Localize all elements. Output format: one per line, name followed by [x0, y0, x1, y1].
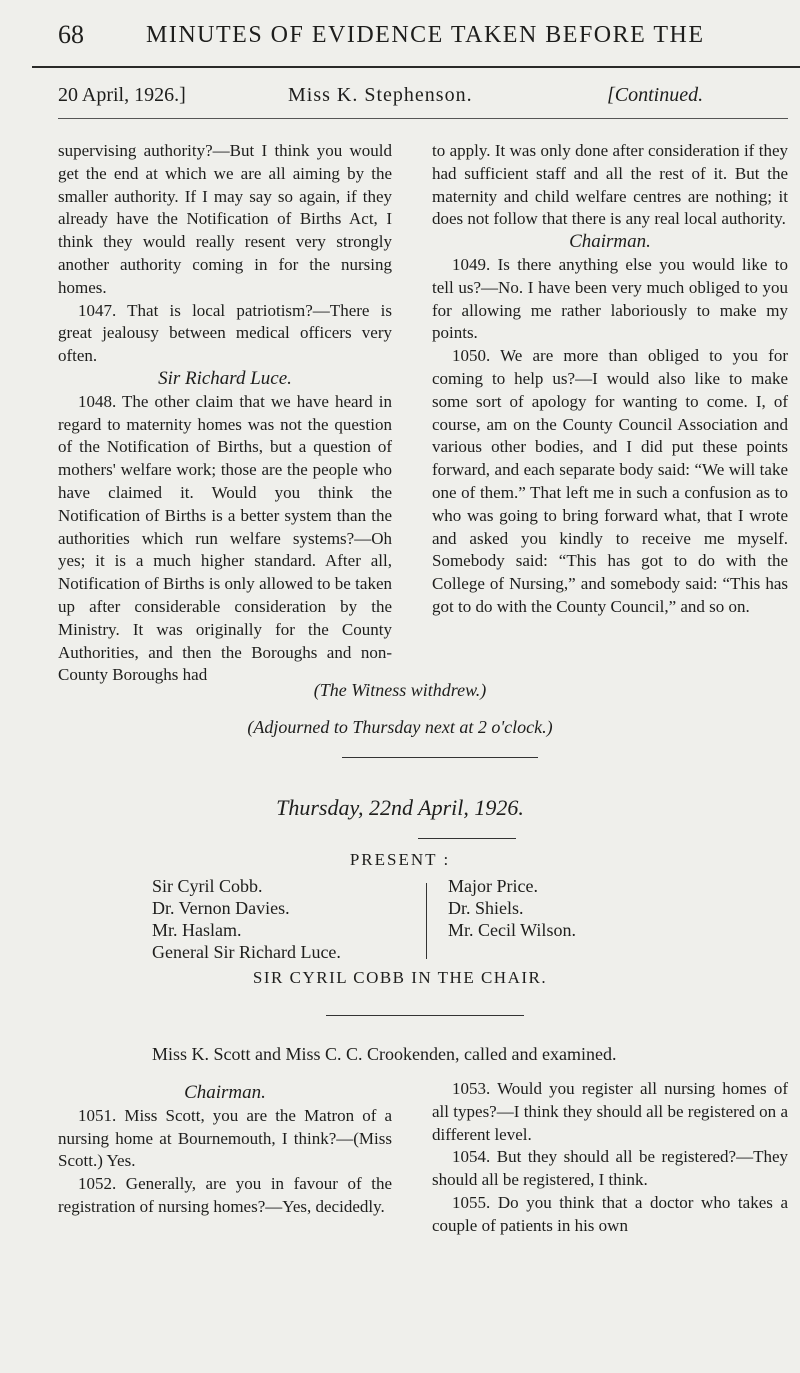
- witness-withdrew-note: (The Witness withdrew.): [313, 680, 487, 700]
- member-name: General Sir Richard Luce.: [152, 942, 341, 962]
- header-rule: [32, 66, 800, 68]
- chair-heading: SIR CYRIL COBB IN THE CHAIR.: [252, 968, 548, 987]
- member-name: Mr. Haslam.: [152, 920, 242, 940]
- paragraph: supervising authority?—But I think you would get the end at which we are all aiming by the smaller authority. If I may say so again, if they already have the Notification of Births Act, I think they would really resent very strongly another authority coming in for the nursing homes.: [58, 141, 392, 297]
- paragraph: 1053. Would you register all nursing homes of all types?—I think they should all be registered on a different level.: [432, 1079, 788, 1144]
- member-name: Dr. Shiels.: [448, 898, 524, 918]
- paragraph: 1049. Is there anything else you would like to tell us?—No. I have been very much obliged to you for allowing me rather laboriously to make my points.: [432, 254, 788, 343]
- exam-left-column: [58, 1072, 392, 1219]
- paragraph: 1050. We are more than obliged to you for coming to help us?—I would also like to make some sort of apology for wanting to come. I, of course, am on the County Council Association and various other bodies, and I did put these points forward, and each separate body said: “We will take one of them.” That left me in such a confusion as to who was going to bring forward what, that I wrote and asked you kindly to receive me myself. Somebody said: “This has got to do with the College of Nursing,” and somebody said: “This has got to do with the County Council,” and so on.: [432, 346, 788, 616]
- member-name: Sir Cyril Cobb.: [152, 876, 263, 896]
- member-name: Dr. Vernon Davies.: [152, 898, 290, 918]
- speaker-heading: Sir Richard Luce.: [158, 367, 292, 389]
- paragraph: 1052. Generally, are you in favour of the registration of nursing homes?—Yes, decidedly.: [58, 1174, 392, 1216]
- paragraph: 1055. Do you think that a doctor who takes a couple of patients in his own: [432, 1192, 788, 1235]
- present-list-right: [448, 875, 576, 941]
- present-label: PRESENT :: [349, 850, 451, 869]
- member-name: Mr. Cecil Wilson.: [448, 920, 576, 940]
- section-rule: [326, 1015, 524, 1016]
- section-rule: [342, 757, 538, 758]
- page-number: 68: [58, 20, 84, 49]
- paragraph: 1048. The other claim that we have heard in regard to maternity homes was not the question of the Notification of Births, but a question of mothers' welfare work; those are the people who have claimed it. Would you think the Notification of Births is a better system than the authorities which run welfare systems?—Oh yes; it is a much higher standard. After all, Notification of Births is only allowed to be taken up after considerable consideration by the Ministry. It was originally for the County Authorities, and then the Boroughs and non-County Boroughs had: [58, 391, 392, 685]
- paragraph: 1047. That is local patriotism?—There is great jealousy between medical officers very often.: [58, 300, 392, 366]
- adjourned-note: (Adjourned to Thursday next at 2 o'clock.): [247, 717, 553, 737]
- left-column: [58, 140, 392, 687]
- paragraph: 1051. Miss Scott, you are the Matron of a nursing home at Bournemouth, I think?—(Miss Scott.) Yes.: [58, 1105, 392, 1171]
- header-witness: Miss K. Stephenson.: [288, 84, 473, 106]
- paragraph: to apply. It was only done after consideration if they had sufficient staff and all the rest of it. But the maternity and child welfare centres are nothing; it does not follow that there is any real local authority.: [432, 141, 788, 229]
- running-title: MINUTES OF EVIDENCE TAKEN BEFORE THE: [146, 22, 705, 48]
- speaker-heading: Chairman.: [569, 231, 651, 253]
- exam-right-column: [432, 1078, 788, 1238]
- member-name: Major Price.: [448, 876, 538, 896]
- short-rule: [418, 838, 516, 839]
- header-date: 20 April, 1926.]: [58, 84, 186, 106]
- paragraph: 1054. But they should all be registered?—They should all be registered, I think.: [432, 1147, 788, 1190]
- speaker-heading: Chairman.: [184, 1082, 266, 1103]
- examination-heading: Miss K. Scott and Miss C. C. Crookenden, called and examined.: [152, 1044, 617, 1064]
- header-continued: [Continued.: [607, 84, 704, 106]
- session-date: Thursday, 22nd April, 1926.: [276, 795, 524, 820]
- right-column: [432, 140, 788, 619]
- subheader-rule: [58, 118, 788, 119]
- column-divider: [426, 883, 427, 959]
- present-list-left: [152, 875, 341, 963]
